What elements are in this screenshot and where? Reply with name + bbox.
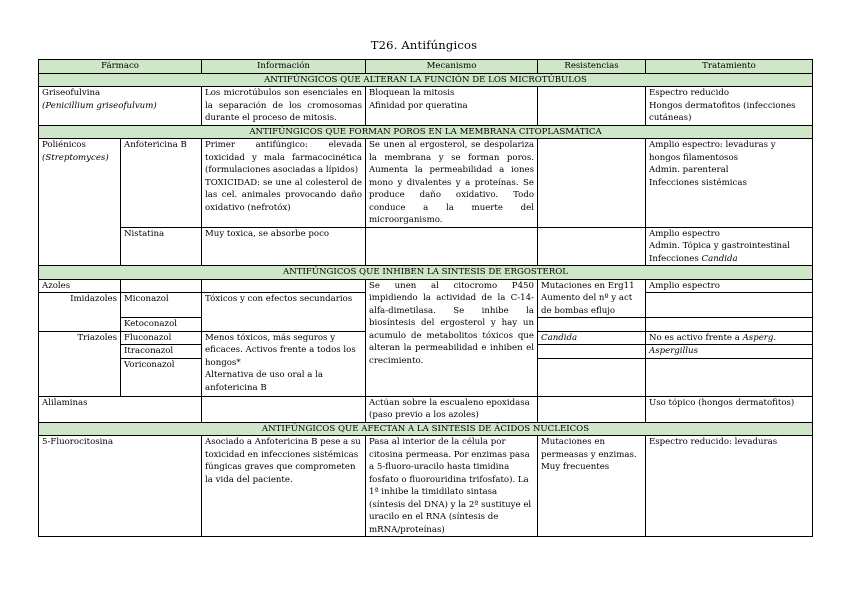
resist-line: Mutaciones en Erg11 — [541, 280, 635, 291]
info-cell — [202, 331, 366, 396]
resist-cell — [538, 279, 646, 318]
resist-cell — [538, 227, 646, 266]
mech-cell: Actúan sobre la escualeno epoxidasa (paso previo a los azoles) — [366, 396, 538, 422]
page-title: T26. Antifúngicos — [370, 38, 478, 52]
header-row — [39, 60, 813, 74]
drug-fluorocitosina: 5-Fluorocitosina — [39, 436, 202, 537]
drug-source: (Streptomyces) — [42, 152, 109, 163]
info-cell — [202, 396, 366, 422]
header-resistencias: Resistencias — [538, 60, 646, 74]
azole-imidazoles: Imidazoles — [39, 293, 121, 332]
info-line: Menos tóxicos, más seguros y eficaces. Activos frente a todos los hongos* — [205, 332, 356, 368]
treat-cell — [646, 293, 813, 318]
info-cell — [202, 279, 366, 293]
treat-cell: Aspergillus — [646, 345, 813, 359]
info-cell: Tóxicos y con efectos secundarios — [202, 293, 366, 332]
treat-line: Amplio espectro: levaduras y hongos filamentosos — [649, 140, 776, 163]
treat-cell: Espectro reducido: levaduras — [646, 436, 813, 537]
treat-cell — [646, 358, 813, 396]
treat-text: Infecciones — [649, 253, 699, 264]
table-row — [39, 279, 813, 293]
drug-ketoconazol: Ketoconazol — [121, 318, 202, 332]
resist-cell — [538, 318, 646, 332]
drug-griseofulvina — [39, 87, 202, 126]
table-row — [39, 227, 813, 266]
resist-cell — [538, 139, 646, 228]
table-row — [39, 139, 813, 228]
table-row — [39, 87, 813, 126]
treat-cell: Amplio espectro — [646, 279, 813, 293]
drug-name: Poliénicos — [42, 140, 86, 150]
treat-line — [649, 253, 809, 266]
section-microtubulos: ANTIFÚNGICOS QUE ALTERAN LA FUNCIÓN DE LOS MICROTÚBULOS — [39, 73, 813, 87]
mech-line: Afinidad por queratina — [369, 100, 468, 111]
header-mecanismo: Mecanismo — [366, 60, 538, 74]
treat-cell — [646, 331, 813, 345]
treat-line: Admin. parenteral — [649, 165, 729, 175]
azole-triazoles: Triazoles — [39, 331, 121, 396]
drug-fluconazol: Fluconazol — [121, 331, 202, 345]
treat-italic: Asperg. — [742, 332, 777, 343]
drug-name: Griseofulvina — [42, 88, 101, 98]
drug-voriconazol: Voriconazol — [121, 358, 202, 396]
mech-cell: Se unen al citocromo P450 impidiendo la actividad de la C-14-alfa-dimetilasa. Se inhibe la biosíntesis del ergosterol y hay un acumulo de metabolitos tóxicos que alteran la permeabilidad e inhiben el crecimiento. — [366, 279, 538, 396]
treat-line: Admin. Tópica y gastrointestinal — [649, 241, 790, 251]
drug-anfotericina: Anfotericina B — [121, 139, 202, 228]
info-line: Primer antifúngico: elevada toxicidad y mala farmacocinética (formulaciones asociadas a lípidos) — [205, 140, 362, 175]
info-cell: Muy toxica, se absorbe poco — [202, 227, 366, 266]
info-line: Alternativa de uso oral a la anfotericina B — [205, 370, 323, 393]
mech-cell — [366, 227, 538, 266]
resist-cell — [538, 345, 646, 359]
treat-line: Amplio espectro — [649, 228, 720, 239]
header-tratamiento: Tratamiento — [646, 60, 813, 74]
resist-cell: Mutaciones en permeasas y enzimas. Muy frecuentes — [538, 436, 646, 537]
treat-cell — [646, 87, 813, 126]
table-row — [39, 436, 813, 537]
treat-line: Espectro reducido — [649, 88, 730, 98]
header-informacion: Información — [202, 60, 366, 74]
drug-alilaminas: Alilaminas — [39, 396, 202, 422]
mech-cell — [366, 87, 538, 126]
antifungal-table — [38, 59, 813, 537]
resist-cell — [538, 396, 646, 422]
treat-line: Infecciones sistémicas — [649, 177, 747, 188]
info-cell: Asociado a Anfotericina B pese a su toxicidad en infecciones sistémicas fúngicas graves que comprometen la vida del paciente. — [202, 436, 366, 537]
info-cell: Los microtúbulos son esenciales en la separación de los cromosomas durante el proceso de mitosis. — [202, 87, 366, 126]
drug-nistatina: Nistatina — [121, 227, 202, 266]
info-line: TOXICIDAD: se une al colesterol de las cel. animales provocando daño oxidativo (nefrotóx) — [205, 177, 362, 213]
resist-cell — [538, 358, 646, 396]
resist-line: Aumento del nº y act de bombas eflujo — [541, 293, 633, 316]
treat-cell — [646, 318, 813, 332]
drug-polienicos — [39, 139, 121, 266]
resist-cell: Candida — [538, 331, 646, 345]
treat-cell — [646, 227, 813, 266]
info-cell — [202, 139, 366, 228]
header-farmaco: Fármaco — [39, 60, 202, 74]
table-row — [39, 396, 813, 422]
drug-miconazol: Miconazol — [121, 293, 202, 318]
drug-source: (Penicillium griseofulvum) — [42, 100, 157, 111]
treat-cell — [646, 139, 813, 228]
resist-cell — [538, 87, 646, 126]
section-ergosterol: ANTIFÚNGICOS QUE INHIBEN LA SINTESIS DE ERGOSTEROL — [39, 266, 813, 280]
drug-itraconazol: Itraconazol — [121, 345, 202, 359]
mech-line: Bloquean la mitosis — [369, 88, 455, 98]
mech-cell: Pasa al interior de la célula por citosina permeasa. Por enzimas pasa a 5-fluoro-uracilo hasta timidina fosfato o fluorouridina trifosfato). La 1ª inhibe la timidilato sintasa (síntesis del DNA) y la 2ª sustituye el uracilo en el RNA (síntesis de mRNA/proteínas) — [366, 436, 538, 537]
treat-text: No es activo frente a — [649, 332, 740, 343]
treat-italic: Candida — [701, 253, 738, 264]
mech-cell: Se unen al ergosterol, se despolariza la membrana y se forman poros. Aumenta la permeabilidad a iones mono y divalentes y a proteínas. Se produce daño oxidativo. Todo conduce a la muerte del microorganismo. — [366, 139, 538, 228]
drug-azoles: Azoles — [39, 279, 121, 293]
section-acidos-nucleicos: ANTIFÚNGICOS QUE AFECTAN A LA SINTESIS DE ÁCIDOS NUCLEICOS — [39, 422, 813, 436]
treat-line: Hongos dermatofitos (infecciones cutáneas) — [649, 100, 796, 123]
empty-cell — [121, 279, 202, 293]
section-poros: ANTIFÚNGICOS QUE FORMAN POROS EN LA MEMBRANA CITOPLASMÁTICA — [39, 125, 813, 139]
treat-cell: Uso tópico (hongos dermatofitos) — [646, 396, 813, 422]
